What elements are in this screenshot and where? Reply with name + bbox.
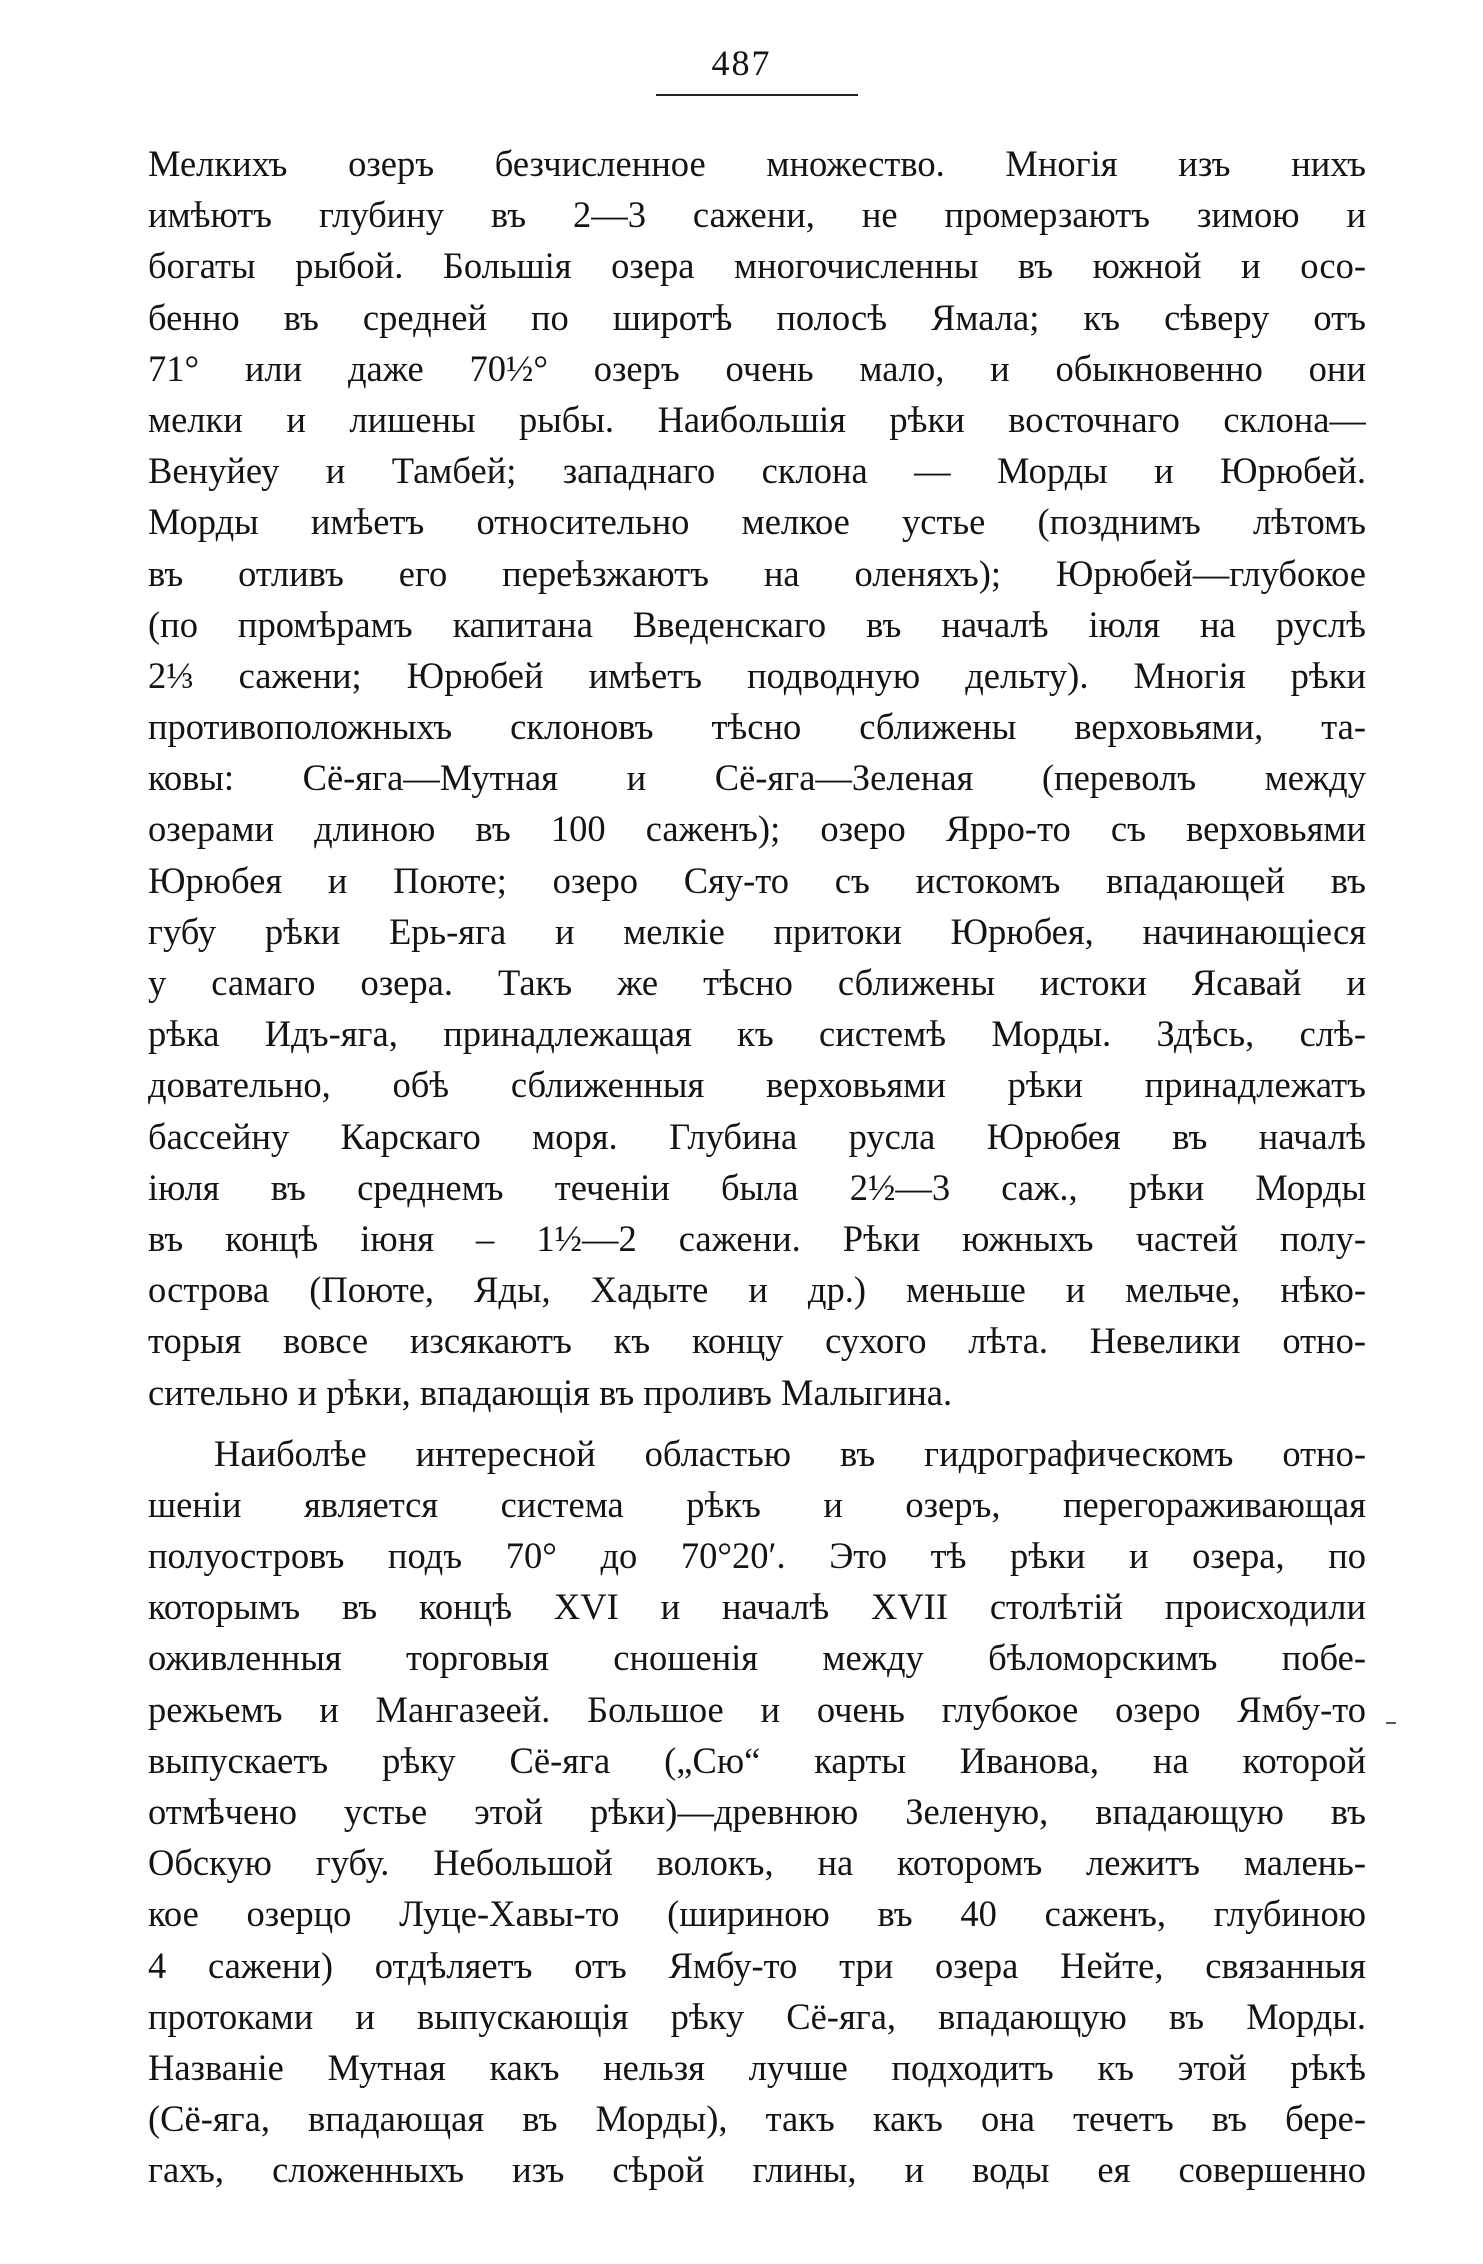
text-line: выпускаетъ рѣку Сё-яга („Сю“ карты Иванова, на которой bbox=[148, 1739, 1366, 1781]
text-line: противоположныхъ склоновъ тѣсно сближены верховьями, та- bbox=[148, 706, 1366, 748]
text-line: кое озерцо Луце-Хавы-то (шириною въ 40 саженъ, глубиною bbox=[148, 1893, 1366, 1935]
text-line: ковы: Сё-яга—Мутная и Сё-яга—Зеленая (переволъ между bbox=[148, 757, 1366, 799]
header-rule bbox=[656, 94, 858, 96]
text-line: озерами длиною въ 100 саженъ); озеро Ярро-то съ верховьями bbox=[148, 808, 1366, 850]
text-line: бассейну Карскаго моря. Глубина русла Юрюбея въ началѣ bbox=[148, 1115, 1366, 1157]
text-line: полуостровъ подъ 70° до 70°20′. Это тѣ рѣки и озера, по bbox=[148, 1535, 1366, 1577]
text-line: въ концѣ іюня – 1½—2 сажени. Рѣки южныхъ частей полу- bbox=[148, 1217, 1366, 1259]
text-line: которымъ въ концѣ XVI и началѣ XVII столѣтій происходили bbox=[148, 1586, 1366, 1628]
text-line: (по промѣрамъ капитана Введенскаго въ началѣ іюля на руслѣ bbox=[148, 603, 1366, 645]
text-line: довательно, обѣ сближенныя верховьями рѣки принадлежатъ bbox=[148, 1064, 1366, 1106]
text-line: губу рѣки Ерь-яга и мелкіе притоки Юрюбея, начинающіеся bbox=[148, 910, 1366, 952]
text-line: рѣка Идъ-яга, принадлежащая къ системѣ Морды. Здѣсь, слѣ- bbox=[148, 1013, 1366, 1055]
margin-mark bbox=[1386, 1722, 1396, 1724]
text-line: шеніи является система рѣкъ и озеръ, перегораживающая bbox=[148, 1483, 1366, 1525]
text-line: протоками и выпускающія рѣку Сё-яга, впадающую въ Морды. bbox=[148, 1995, 1366, 2037]
text-line: богаты рыбой. Большія озера многочисленны въ южной и осо- bbox=[148, 245, 1366, 287]
text-line: торыя вовсе изсякаютъ къ концу сухого лѣта. Невелики отно- bbox=[148, 1320, 1366, 1362]
text-line: сительно и рѣки, впадающія въ проливъ Малыгина. bbox=[148, 1371, 953, 1413]
text-line: острова (Поюте, Яды, Хадыте и др.) меньше и мельче, нѣко- bbox=[148, 1269, 1366, 1311]
text-line: бенно въ средней по широтѣ полосѣ Ямала; къ сѣверу отъ bbox=[148, 296, 1366, 338]
text-line: Наиболѣе интересной областью въ гидрографическомъ отно- bbox=[214, 1432, 1366, 1474]
body-text bbox=[148, 138, 1366, 2196]
page-number: 487 bbox=[711, 43, 772, 83]
text-line: режьемъ и Мангазеей. Большое и очень глубокое озеро Ямбу-то bbox=[148, 1688, 1366, 1730]
text-line: (Сё-яга, впадающая въ Морды), такъ какъ она течетъ въ бере- bbox=[148, 2098, 1366, 2140]
text-line: оживленныя торговыя сношенія между бѣломорскимъ побе- bbox=[148, 1637, 1366, 1679]
text-line: у самаго озера. Такъ же тѣсно сближены истоки Ясавай и bbox=[148, 962, 1366, 1003]
text-line: Венуйеу и Тамбей; западнаго склона — Морды и Юрюбей. bbox=[148, 450, 1366, 492]
text-line: Мелкихъ озеръ безчисленное множество. Многія изъ нихъ bbox=[148, 143, 1366, 184]
text-line: 4 сажени) отдѣляетъ отъ Ямбу-то три озера Нейте, связанныя bbox=[148, 1944, 1366, 1986]
paragraph bbox=[148, 1428, 1366, 2196]
text-line: Юрюбея и Поюте; озеро Сяу-то съ истокомъ впадающей въ bbox=[148, 859, 1366, 901]
text-line: 71° или даже 70½° озеръ очень мало, и обыкновенно они bbox=[148, 347, 1366, 389]
text-line: мелки и лишены рыбы. Наибольшія рѣки восточнаго склона— bbox=[148, 398, 1366, 440]
paragraph bbox=[148, 138, 1366, 1418]
text-line: въ отливъ его переѣзжаютъ на оленяхъ); Юрюбей—глубокое bbox=[148, 552, 1366, 594]
text-line: Обскую губу. Небольшой волокъ, на которомъ лежитъ малень- bbox=[148, 1842, 1366, 1884]
text-line: имѣютъ глубину въ 2—3 сажени, не промерзаютъ зимою и bbox=[148, 194, 1366, 236]
text-line: гахъ, сложенныхъ изъ сѣрой глины, и воды ея совершенно bbox=[148, 2149, 1366, 2191]
text-line: 2⅓ сажени; Юрюбей имѣетъ подводную дельту). Многія рѣки bbox=[148, 654, 1366, 696]
text-line: Морды имѣетъ относительно мелкое устье (позднимъ лѣтомъ bbox=[148, 501, 1366, 543]
text-line: Названіе Мутная какъ нельзя лучше подходитъ къ этой рѣкѣ bbox=[148, 2046, 1366, 2088]
text-line: іюля въ среднемъ теченіи была 2½—3 саж., рѣки Морды bbox=[148, 1166, 1366, 1208]
text-line: отмѣчено устье этой рѣки)—древнюю Зеленую, впадающую въ bbox=[148, 1791, 1366, 1832]
